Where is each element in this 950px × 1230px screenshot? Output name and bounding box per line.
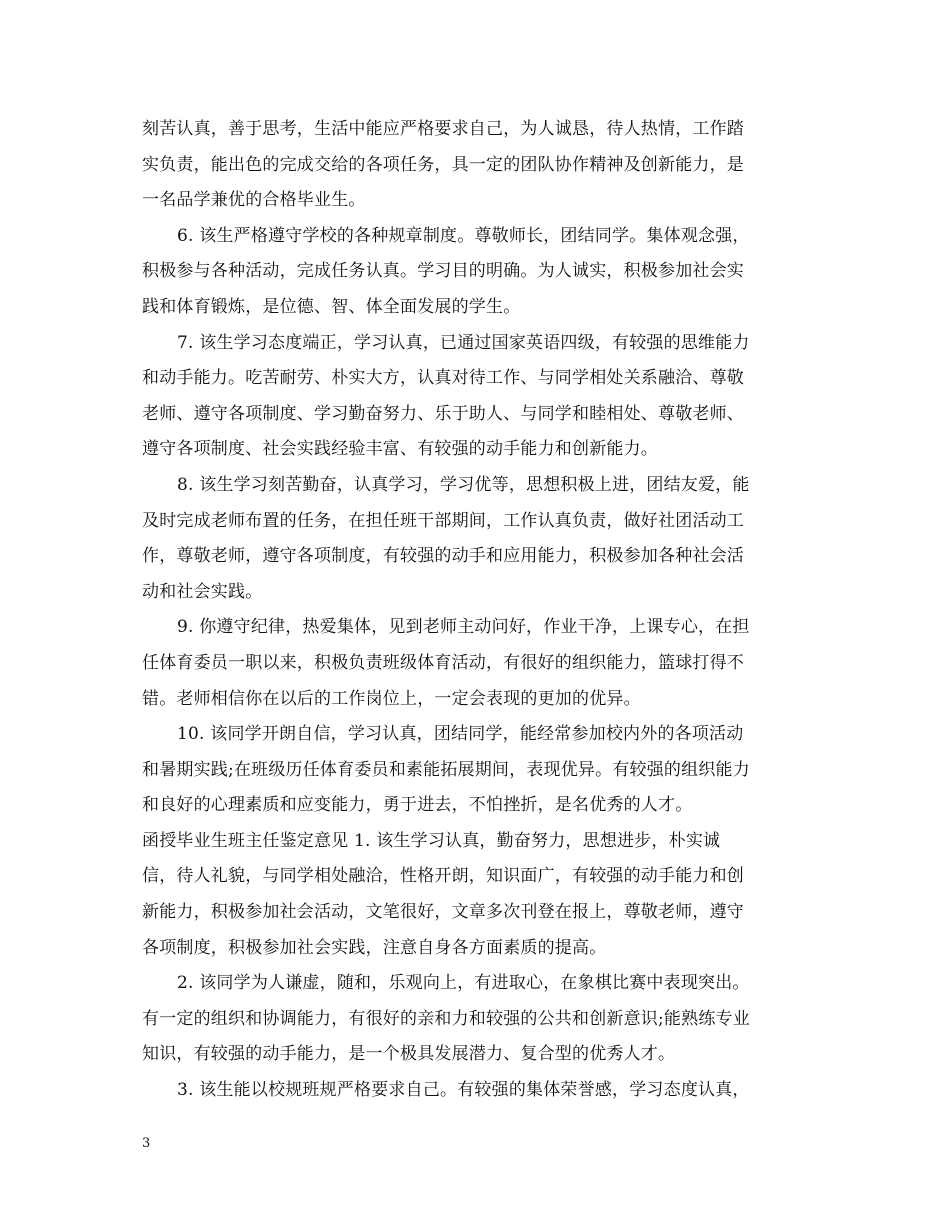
text-line: 2. 该同学为人谦虚，随和，乐观向上，有进取心，在象棋比赛中表现突出。 bbox=[177, 973, 750, 994]
text-line: 新能力，积极参加社会活动，文笔很好，文章多次刊登在报上，尊敬老师，遵守 bbox=[142, 902, 744, 923]
text-line: 函授毕业生班主任鉴定意见 1. 该生学习认真，勤奋努力，思想进步，朴实诚 bbox=[142, 830, 721, 851]
text-line: 及时完成老师布置的任务，在担任班干部期间，工作认真负责，做好社团活动工 bbox=[142, 510, 744, 531]
text-line: 动和社会实践。 bbox=[142, 581, 263, 602]
text-line: 遵守各项制度、社会实践经验丰富、有较强的动手能力和创新能力。 bbox=[142, 439, 658, 460]
text-line: 8. 该生学习刻苦勤奋，认真学习，学习优等，思想积极上进，团结友爱，能 bbox=[177, 474, 750, 495]
text-line: 刻苦认真，善于思考，生活中能应严格要求自己，为人诚恳，待人热情，工作踏 bbox=[142, 119, 744, 139]
text-line: 知识，有较强的动手能力，是一个极具发展潜力、复合型的优秀人才。 bbox=[142, 1044, 676, 1065]
document-body bbox=[142, 112, 812, 1109]
text-line: 积极参与各种活动，完成任务认真。学习目的明确。为人诚实，积极参加社会实 bbox=[142, 261, 744, 282]
text-line: 一名品学兼优的合格毕业生。 bbox=[142, 190, 366, 211]
text-line: 和暑期实践;在班级历任体育委员和素能拓展期间，表现优异。有较强的组织能力 bbox=[142, 759, 750, 780]
text-line: 实负责，能出色的完成交给的各项任务，具一定的团队协作精神及创新能力，是 bbox=[142, 154, 744, 175]
text-line: 10. 该同学开朗自信，学习认真，团结同学，能经常参加校内外的各项活动 bbox=[177, 724, 744, 745]
text-line: 有一定的组织和协调能力，有很好的亲和力和较强的公共和创新意识;能熟练专业 bbox=[142, 1008, 750, 1029]
text-line: 信，待人礼貌，与同学相处融洽，性格开朗，知识面广，有较强的动手能力和创 bbox=[142, 866, 744, 887]
text-line: 和良好的心理素质和应变能力，勇于进去，不怕挫折，是名优秀的人才。 bbox=[142, 795, 693, 816]
text-line: 6. 该生严格遵守学校的各种规章制度。尊敬师长，团结同学。集体观念强， bbox=[177, 225, 750, 246]
text-line: 践和体育锻炼，是位德、智、体全面发展的学生。 bbox=[142, 296, 521, 317]
text-line: 和动手能力。吃苦耐劳、朴实大方，认真对待工作、与同学相处关系融洽、尊敬 bbox=[142, 368, 744, 389]
text-line: 9. 你遵守纪律，热爱集体，见到老师主动问好，作业干净，上课专心，在担 bbox=[177, 617, 750, 638]
text-line: 错。老师相信你在以后的工作岗位上，一定会表现的更加的优异。 bbox=[142, 688, 641, 709]
text-line: 7. 该生学习态度端正，学习认真，已通过国家英语四级，有较强的思维能力 bbox=[177, 332, 750, 353]
text-line: 3. 该生能以校规班规严格要求自己。有较强的集体荣誉感，学习态度认真， bbox=[177, 1080, 750, 1101]
text-line: 老师、遵守各项制度、学习勤奋努力、乐于助人、与同学和睦相处、尊敬老师、 bbox=[142, 403, 744, 424]
page-number: 3 bbox=[142, 1136, 151, 1151]
text-line: 作，尊敬老师，遵守各项制度，有较强的动手和应用能力，积极参加各种社会活 bbox=[142, 546, 744, 567]
text-line: 各项制度，积极参加社会实践，注意自身各方面素质的提高。 bbox=[142, 937, 607, 958]
text-line: 任体育委员一职以来，积极负责班级体育活动，有很好的组织能力，篮球打得不 bbox=[142, 652, 744, 673]
